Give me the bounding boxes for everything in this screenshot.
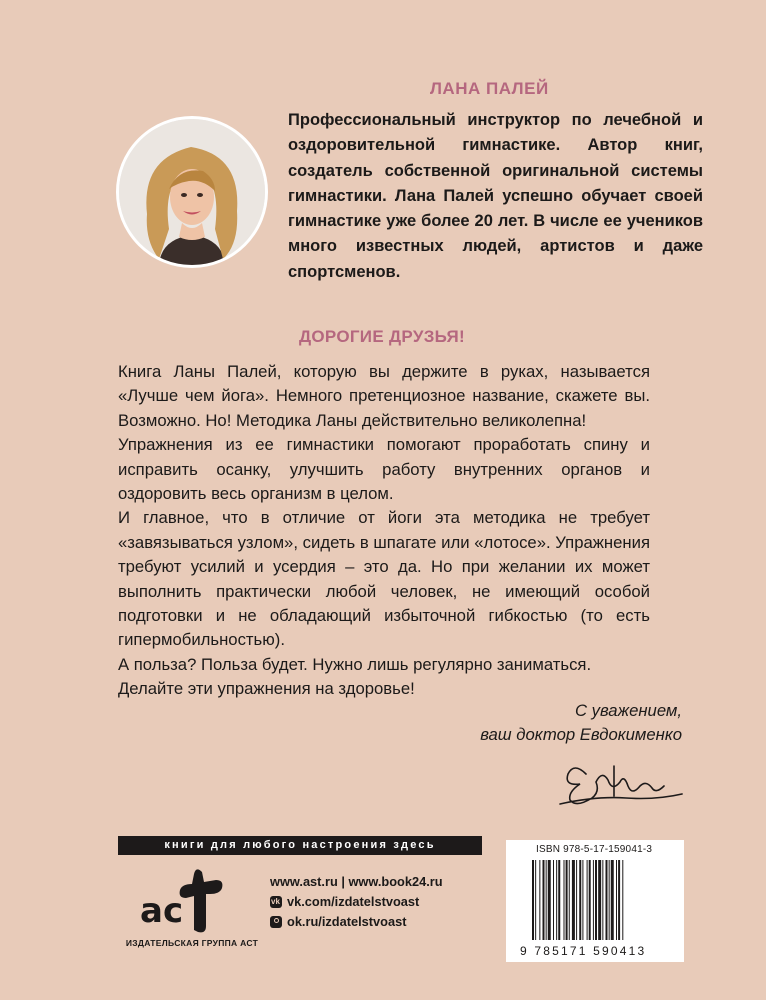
publisher-links — [270, 872, 470, 932]
ok-link[interactable] — [270, 912, 470, 932]
vk-link[interactable] — [270, 892, 470, 912]
ast-logo — [140, 868, 232, 941]
barcode-number: 9 785171 590413 — [520, 944, 647, 958]
letter-heading: ДОРОГИЕ ДРУЗЬЯ! — [299, 327, 465, 346]
letter-closing — [420, 699, 682, 748]
letter-paragraph: Делайте эти упражнения на здоровье! — [118, 679, 415, 699]
vk-link-text: vk.com/izdatelstvoast — [287, 894, 420, 909]
vk-icon — [270, 896, 282, 908]
letter-paragraph: А польза? Польза будет. Нужно лишь регулярно заниматься. — [118, 654, 592, 674]
publisher-name: ИЗДАТЕЛЬСКАЯ ГРУППА АСТ — [125, 938, 259, 948]
closing-signer: ваш доктор Евдокименко — [480, 725, 682, 745]
tagline-bar: книги для любого настроения здесь — [118, 836, 482, 855]
letter-paragraph: Упражнения из ее гимнастики помогают проработать спину и исправить осанку, улучшить работу внутренних органов и оздоровить весь организм в целом. — [118, 435, 650, 504]
isbn: ISBN 978-5-17-159041-3 — [536, 844, 653, 855]
ok-icon — [270, 916, 282, 928]
signature — [556, 752, 686, 817]
letter-body — [118, 360, 650, 702]
letter-paragraph: Книга Ланы Палей, которую вы держите в руках, называется «Лучше чем йога». Немного претенциозное название, скажете вы. Возможно. Но! Методика Ланы действительно великолепна! — [118, 362, 650, 430]
websites-link[interactable]: www.ast.ru | www.book24.ru — [270, 874, 443, 889]
author-photo — [116, 116, 268, 268]
ok-link-text: ok.ru/izdatelstvoast — [287, 914, 407, 929]
author-name: ЛАНА ПАЛЕЙ — [430, 79, 549, 98]
barcode — [530, 860, 670, 949]
author-bio: Профессиональный инструктор по лечебной и оздоровительной гимнастике. Автор книг, создатель собственной оригинальной системы гимнастики. Лана Палей успешно обучает своей гимнастике уже более 20 лет. В числе ее учеников много известных людей, артистов и даже спортсменов. — [288, 111, 703, 281]
closing-line: С уважением, — [574, 701, 682, 720]
ast-logo-text: ас — [140, 891, 184, 931]
letter-paragraph: И главное, что в отличие от йоги эта методика не требует «завязываться узлом», сидеть в шпагате или «лотосе». Упражнения требуют усилий и усердия – это да. Но при желании их может выполнить практически любой человек, не имеющий особой подготовки и не обладающий избыточной гибкостью (то есть гипермобильностью). — [118, 508, 650, 650]
